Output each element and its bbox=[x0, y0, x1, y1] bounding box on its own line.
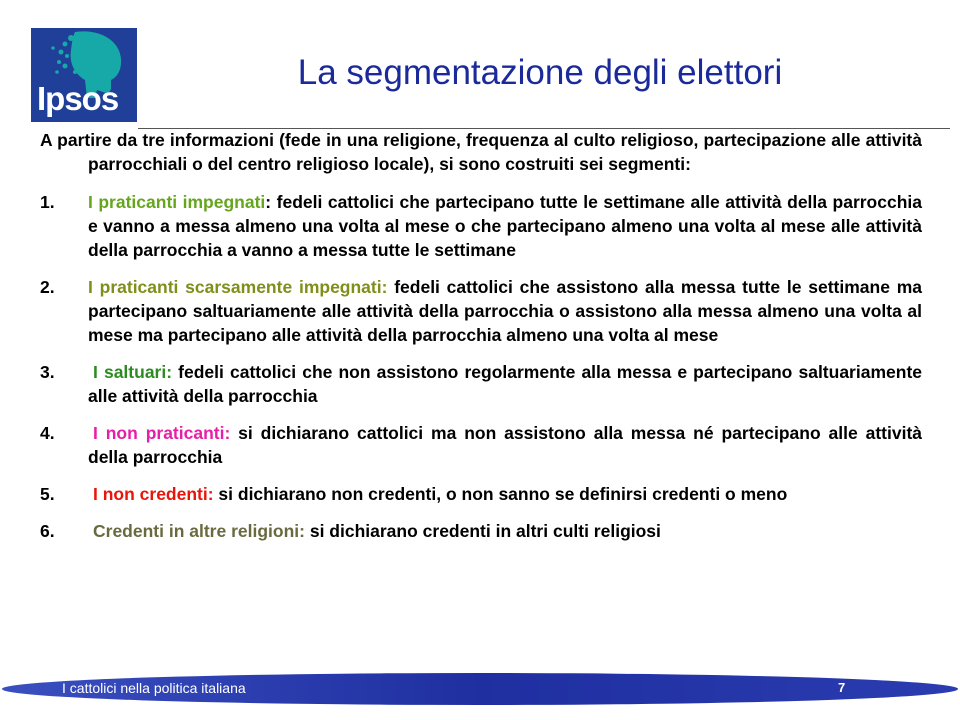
segment-number: 2. bbox=[40, 277, 55, 297]
footer-text: I cattolici nella politica italiana bbox=[62, 680, 246, 696]
segment-label: Credenti in altre religioni: bbox=[93, 521, 305, 541]
segment-description: : fedeli cattolici che partecipano tutte le settimane alle attività della parrocchia e vanno a messa almeno una volta al mese o che partecipano almeno una volta al mese alle attività della parrocchia a vanno a messa tutte le settimane bbox=[88, 192, 923, 260]
logo-text: Ipsos bbox=[37, 80, 119, 117]
segment-label: I non praticanti: bbox=[93, 423, 231, 443]
segment-label: I praticanti scarsamente impegnati: bbox=[88, 277, 388, 297]
segment-description: si dichiarano non credenti, o non sanno se definirsi credenti o meno bbox=[213, 484, 788, 504]
ipsos-logo bbox=[31, 28, 137, 122]
segment-item-3 bbox=[40, 360, 922, 408]
segment-label: I saltuari: bbox=[93, 362, 173, 382]
intro-paragraph: A partire da tre informazioni (fede in una religione, frequenza al culto religioso, partecipazione alle attività parrocchiali o del centro religioso locale), si sono costruiti sei segmenti: bbox=[40, 130, 922, 174]
segment-label: I non credenti: bbox=[93, 484, 214, 504]
segment-description: fedeli cattolici che non assistono regolarmente alla messa e partecipano saltuariamente alle attività della parrocchia bbox=[88, 362, 922, 406]
segment-number: 3. bbox=[40, 362, 55, 382]
page-number: 7 bbox=[838, 680, 846, 695]
slide-content bbox=[40, 128, 922, 556]
segment-item-5 bbox=[40, 482, 922, 506]
segment-description: si dichiarano cattolici ma non assistono alla messa né partecipano alle attività della parrocchia bbox=[88, 423, 923, 467]
segment-number: 1. bbox=[40, 192, 55, 212]
segment-item-1 bbox=[40, 190, 922, 262]
segment-item-2 bbox=[40, 275, 922, 347]
slide-title: La segmentazione degli elettori bbox=[297, 53, 783, 92]
segment-item-4 bbox=[40, 421, 922, 469]
segment-item-6 bbox=[40, 519, 922, 543]
segment-label: I praticanti impegnati bbox=[88, 192, 266, 212]
segment-number: 6. bbox=[40, 521, 55, 541]
segment-number: 5. bbox=[40, 484, 55, 504]
segment-description: si dichiarano credenti in altri culti religiosi bbox=[304, 521, 661, 541]
segment-description: fedeli cattolici che assistono alla messa tutte le settimane ma partecipano saltuariamente alle attività della parrocchia o assistono alla messa almeno una volta al mese ma partecipano alle attività della parrocchia almeno una volta al mese bbox=[88, 277, 922, 345]
segment-number: 4. bbox=[40, 423, 55, 443]
